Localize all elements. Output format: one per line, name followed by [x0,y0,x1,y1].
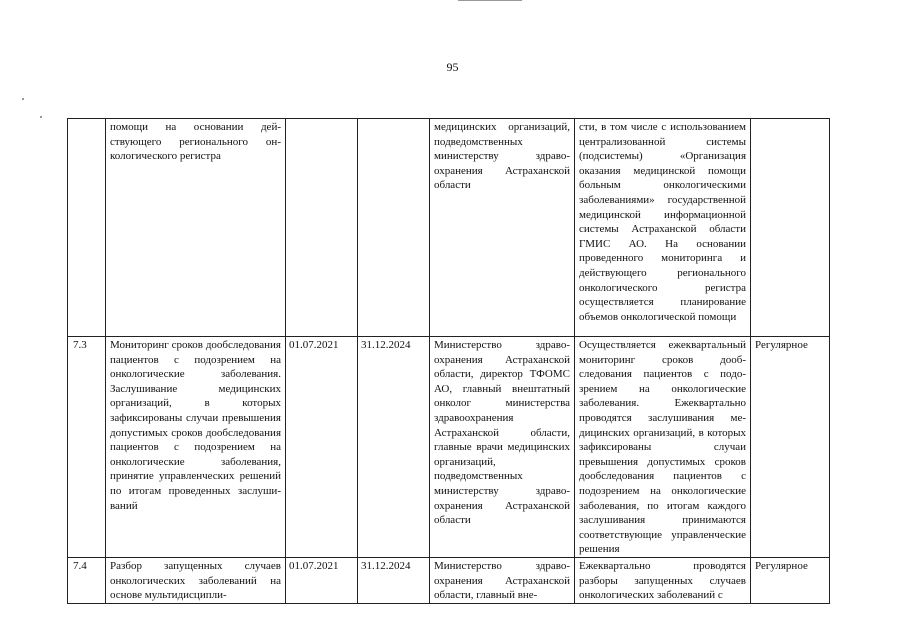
activity-cell: помощи на основании действующего регионального онкологического регистра [106,119,286,337]
activity-cell: Мониторинг сроков дообследования пациентов с подозрением на онкологические заболевания. Заслушивание медицинских организаций, в которых зафиксированы случаи превышения допустимых сроков дообследования пациентов с подозрением на онкологические заболевания, принятие управленческих решений по итогам проведенных заслушиваний [106,337,286,558]
result-cell: Ежеквартально проводятся разборы запущенных случаев онкологических заболеваний с [575,557,751,603]
row-number: 7.4 [68,557,106,603]
scan-speck [22,98,24,100]
responsible-cell: Министерство здравоохранения Астраханской области, главный вне- [430,557,575,603]
row-number: 7.3 [68,337,106,558]
start-date-cell [286,119,358,337]
table-row [68,557,830,603]
page-number: 95 [446,60,459,74]
type-cell [751,119,830,337]
result-cell: сти, в том числе с использованием централизованной системы (подсистемы) «Организация оказания медицинской помощи больным онкологическими заболеваниями» государственной медицинской информационной системы Астраханской области ГМИС АО. На основании проведенного мониторинга и действующего регионального онкологического регистра осуществляется планирование объемов онкологической помощи [575,119,751,337]
start-date-cell: 01.07.2021 [286,557,358,603]
table-row [68,119,830,337]
top-scan-mark [458,0,522,3]
end-date-cell [358,119,430,337]
plan-table [67,118,830,604]
row-number [68,119,106,337]
responsible-cell: Министерство здравоохранения Астраханской области, директор ТФОМС АО, главный внештатный онколог министерства здравоохранения Астраханской области, главные врачи медицинских организаций, подведомственных министерству здравоохранения Астраханской области [430,337,575,558]
result-cell: Осуществляется ежеквартальный мониторинг сроков дообследования пациентов с подозрением на онкологические заболевания. Ежеквартально проводятся заслушивания медицинских организаций, в которых зафиксированы случаи превышения допустимых сроков дообследования пациентов с подозрением на онкологические заболевания, по итогам каждого заслушивания принимаются соответствующие управленческие решения [575,337,751,558]
scan-speck [40,116,42,118]
type-cell: Регулярное [751,337,830,558]
start-date-cell: 01.07.2021 [286,337,358,558]
responsible-cell: медицинских организаций, подведомственных министерству здравоохранения Астраханской области [430,119,575,337]
activity-cell: Разбор запущенных случаев онкологических заболеваний на основе мультидисципли- [106,557,286,603]
type-cell: Регулярное [751,557,830,603]
end-date-cell: 31.12.2024 [358,337,430,558]
end-date-cell: 31.12.2024 [358,557,430,603]
table-row [68,337,830,558]
